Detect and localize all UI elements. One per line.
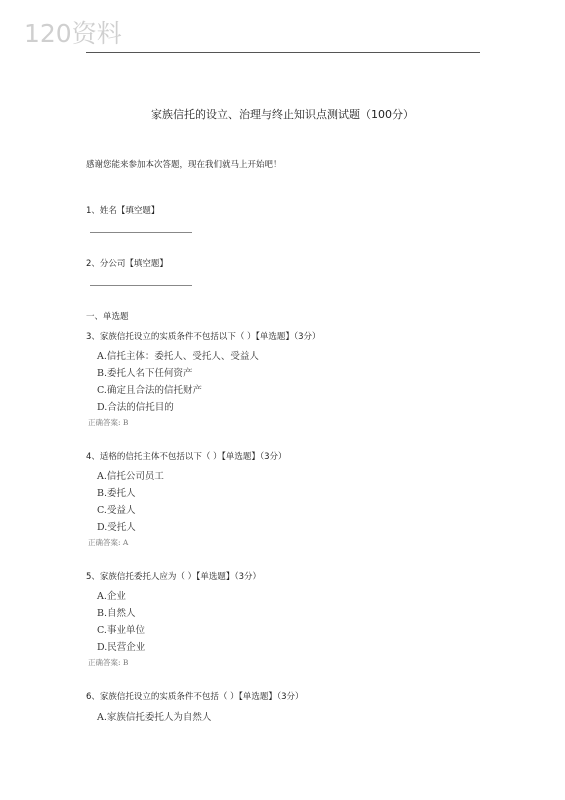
question-3-option-d[interactable]: D.合法的信托目的 — [97, 402, 174, 413]
question-3-label: 3、家族信托设立的实质条件不包括以下（ ）【单选题】（3分） — [86, 332, 321, 342]
question-4-label: 4、适格的信托主体不包括以下（ ）【单选题】（3分） — [86, 452, 287, 462]
question-4-option-c[interactable]: C.受益人 — [97, 505, 136, 516]
question-3-option-b[interactable]: B.委托人名下任何资产 — [97, 368, 193, 379]
question-4-answer: 正确答案: A — [88, 538, 129, 547]
question-3-answer: 正确答案: B — [88, 418, 129, 427]
question-4-option-b[interactable]: B.委托人 — [97, 488, 136, 499]
question-1-answer-line[interactable] — [90, 232, 192, 233]
question-3-option-a[interactable]: A.信托主体：委托人、受托人、受益人 — [97, 351, 259, 362]
intro-text: 感谢您能来参加本次答题，现在我们就马上开始吧！ — [86, 160, 282, 170]
question-4-option-d[interactable]: D.受托人 — [97, 522, 136, 533]
watermark-logo: 120资料 — [24, 19, 122, 48]
section-heading: 一、单选题 — [86, 312, 129, 322]
question-1-label: 1、姓名【填空题】 — [86, 206, 160, 216]
question-5-option-b[interactable]: B.自然人 — [97, 608, 136, 619]
question-4-option-a[interactable]: A.信托公司员工 — [97, 471, 164, 482]
question-5-answer: 正确答案: B — [88, 658, 129, 667]
header-rule — [86, 52, 480, 53]
question-5-label: 5、家族信托委托人应为（ ）【单选题】（3分） — [86, 572, 262, 582]
question-5-option-a[interactable]: A.企业 — [97, 591, 126, 602]
question-5-option-c[interactable]: C.事业单位 — [97, 625, 145, 636]
question-2-answer-line[interactable] — [90, 285, 192, 286]
question-6-option-a[interactable]: A.家族信托委托人为自然人 — [97, 712, 212, 723]
question-2-label: 2、分公司【填空题】 — [86, 259, 168, 269]
question-3-option-c[interactable]: C.确定且合法的信托财产 — [97, 385, 202, 396]
question-5-option-d[interactable]: D.民营企业 — [97, 642, 146, 653]
question-6-label: 6、家族信托设立的实质条件不包括（ ）【单选题】（3分） — [86, 692, 304, 702]
document-title: 家族信托的设立、治理与终止知识点测试题（100分） — [151, 108, 414, 121]
